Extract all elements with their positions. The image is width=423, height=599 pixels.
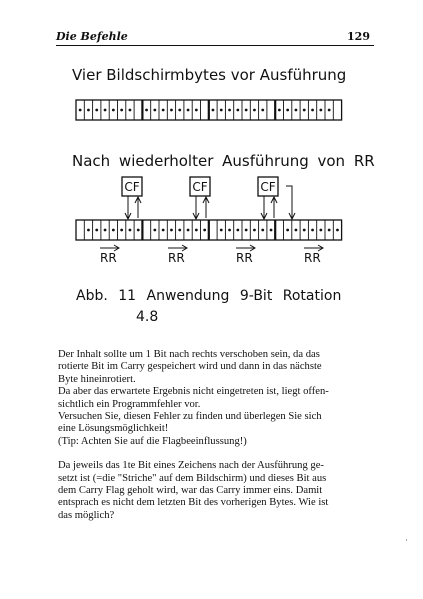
bit-dot: [245, 229, 248, 232]
bit-dot: [129, 229, 132, 232]
bit-dot: [87, 109, 90, 112]
carry-flag-label: CF: [124, 180, 140, 194]
bit-dot: [295, 229, 298, 232]
text-line: Versuchen Sie, diesen Fehler zu finden und überlegen Sie sich: [58, 411, 322, 423]
bit-dot: [137, 229, 140, 232]
bit-dot: [79, 109, 82, 112]
bit-dot: [178, 229, 181, 232]
bit-dot: [220, 109, 223, 112]
bit-dot: [153, 109, 156, 112]
bit-dot: [236, 109, 239, 112]
bit-dot: [286, 229, 289, 232]
bit-dot: [303, 109, 306, 112]
bit-dot: [319, 229, 322, 232]
text-line: das möglich?: [58, 509, 115, 521]
bit-dot: [261, 229, 264, 232]
bit-dot: [253, 109, 256, 112]
bit-dot: [170, 229, 173, 232]
bit-dot: [245, 109, 248, 112]
bit-dot: [212, 109, 215, 112]
bit-dot: [278, 109, 281, 112]
bit-dot: [178, 109, 181, 112]
text-line: eine Lösungsmöglichkeit!: [58, 423, 169, 435]
figure-title-after: Nach wiederholter Ausführung von RR: [72, 152, 375, 170]
bit-dot: [87, 229, 90, 232]
text-line: dem Carry Flag geholt wird, war das Carry immer eins. Damit: [58, 485, 323, 497]
bit-dot: [170, 109, 173, 112]
figure-caption: Abb. 11 Anwendung 9-Bit Rotation: [76, 288, 342, 304]
body-text: [58, 349, 374, 534]
rr-label: RR: [236, 251, 253, 265]
bit-dot: [286, 109, 289, 112]
bit-dot: [162, 229, 165, 232]
bit-dot: [104, 229, 107, 232]
bit-dot: [328, 229, 331, 232]
bit-dot: [261, 109, 264, 112]
rr-label: RR: [168, 251, 185, 265]
text-line: rotierte Bit im Carry gespeichert wird und dann in das nächste: [58, 361, 322, 373]
bit-dot: [145, 109, 148, 112]
text-line: Der Inhalt sollte um 1 Bit nach rechts verschoben sein, da das: [58, 349, 320, 360]
bit-dot: [228, 229, 231, 232]
bit-dot: [295, 109, 298, 112]
page-number: 129: [347, 30, 370, 43]
section-title: Die Befehle: [56, 30, 128, 43]
bit-dot: [311, 109, 314, 112]
rr-label: RR: [100, 251, 117, 265]
bit-dot: [187, 109, 190, 112]
text-line: entsprach es nicht dem letzten Bit des vorherigen Bytes. Wie ist: [58, 497, 329, 509]
figure-caption-number: 4.8: [136, 309, 159, 325]
bit-dot: [104, 109, 107, 112]
bit-dot: [328, 109, 331, 112]
bit-dot: [228, 109, 231, 112]
text-line: (Tip: Achten Sie auf die Flagbeeinflussung!): [58, 435, 247, 447]
text-line: Da jeweils das 1te Bit eines Zeichens nach der Ausführung ge-: [58, 460, 324, 472]
text-line: setzt ist (=die "Striche" auf dem Bildschirm) und dieses Bit aus: [58, 472, 327, 484]
text-line: sichtlich ein Programmfehler vor.: [58, 398, 201, 410]
bit-dot: [112, 109, 115, 112]
figure-title-before: Vier Bildschirmbytes vor Ausführung: [72, 66, 347, 84]
rr-label: RR: [304, 251, 321, 265]
carry-flag-label: CF: [260, 180, 276, 194]
bit-dot: [195, 109, 198, 112]
bit-dot: [112, 229, 115, 232]
text-line: Byte hineinrotiert.: [58, 373, 136, 385]
carry-flag-label: CF: [192, 180, 208, 194]
bit-dot: [195, 229, 198, 232]
bit-dot: [220, 229, 223, 232]
bit-dot: [129, 109, 132, 112]
bit-dot: [270, 229, 273, 232]
bit-dot: [187, 229, 190, 232]
bit-dot: [95, 109, 98, 112]
bit-dot: [303, 229, 306, 232]
bit-dot: [162, 109, 165, 112]
bit-dot: [153, 229, 156, 232]
bit-dot: [95, 229, 98, 232]
paragraph-1: [58, 349, 374, 448]
bit-dot: [253, 229, 256, 232]
margin-mark: ·: [405, 536, 408, 546]
bit-dot: [203, 229, 206, 232]
paragraph-2: [58, 460, 374, 522]
text-line: Da aber das erwartete Ergebnis nicht eingetreten ist, liegt offen-: [58, 386, 329, 398]
bit-dot: [311, 229, 314, 232]
bit-dot: [120, 229, 123, 232]
bit-dot: [319, 109, 322, 112]
bit-dot: [236, 229, 239, 232]
bit-dot: [120, 109, 123, 112]
bit-dot: [336, 229, 339, 232]
